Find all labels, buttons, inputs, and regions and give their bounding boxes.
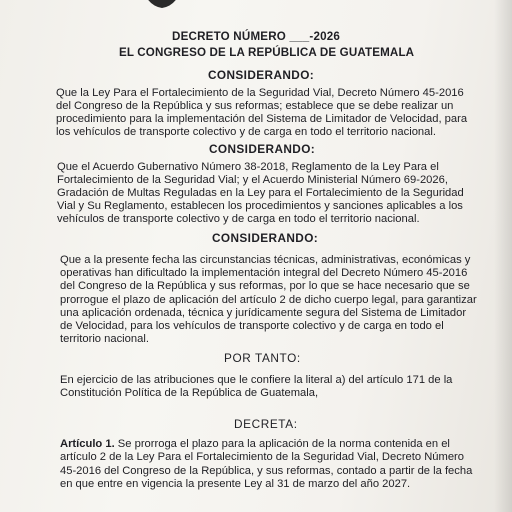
decree-number: DECRETO NÚMERO ___-2026 — [172, 30, 341, 43]
paragraph-line: 45-2016 del Congreso de la República, y sus reformas, contado a partir de la fecha — [60, 464, 473, 477]
paragraph-line: en que entre en vigencia la presente Ley al 31 de marzo del año 2027. — [60, 478, 411, 491]
paragraph-line: los vehículos de transporte colectivo y de carga en todo el territorio nacional. — [56, 126, 436, 138]
considerando-heading-1: CONSIDERANDO: — [208, 68, 315, 82]
decreta-heading: DECRETA: — [234, 417, 298, 431]
paragraph-line: del Congreso de la República y sus reformas; establece que se debe realizar un — [56, 100, 454, 112]
paragraph-line: territorio nacional. — [60, 333, 149, 346]
article-1-label: Artículo 1. — [60, 438, 115, 450]
paragraph-line: Constitución Política de la República de Guatemala, — [60, 387, 319, 399]
por-tanto-heading: POR TANTO: — [224, 351, 301, 365]
article-1-first-line — [60, 438, 462, 451]
page-edge-shadow — [494, 0, 512, 512]
considerando-paragraph-2 — [57, 161, 464, 226]
coat-of-arms-emblem — [132, 0, 192, 10]
paragraph-line: operativas han dificultado la implementación integral del Decreto Número 45-2016 — [60, 267, 468, 280]
article-1-paragraph — [60, 438, 473, 492]
paragraph-line: procedimiento para la implementación del Sistema de Limitador de Velocidad, para — [56, 113, 468, 125]
paragraph-line: prorrogue el plazo de aplicación del artículo 2 de dicho cuerpo legal, para garantizar — [60, 293, 477, 306]
paragraph-line: Que el Acuerdo Gubernativo Número 38-2018, Reglamento de la Ley Para el — [57, 161, 439, 173]
considerando-heading-2: CONSIDERANDO: — [209, 142, 316, 156]
paragraph-line: Vial y Su Reglamento, establecen los procedimientos y sanciones aplicables a los — [57, 200, 463, 212]
paragraph-line: En ejercicio de las atribuciones que le confiere la literal a) del artículo 171 de la — [60, 374, 453, 386]
paragraph-line: una aplicación ordenada, técnica y jurídicamente segura del Sistema de Limitador — [60, 306, 467, 319]
issuer-heading: EL CONGRESO DE LA REPÚBLICA DE GUATEMALA — [119, 46, 415, 59]
paragraph-line: Fortalecimiento de la Seguridad Vial; y el Acuerdo Ministerial Número 69-2026, — [57, 174, 448, 186]
paragraph-line: del Congreso de la República y sus reformas, por lo que se hace necesario que se — [60, 280, 470, 293]
paragraph-line: artículo 2 de la Ley Para el Fortalecimiento de la Seguridad Vial, Decreto Número — [60, 451, 465, 464]
considerando-paragraph-3 — [60, 254, 477, 346]
paragraph-line: Gradación de Multas Reguladas en la Ley para el Fortalecimiento de la Seguridad — [57, 187, 464, 199]
paragraph-line: Que a la presente fecha las circunstancias técnicas, administrativas, económicas y — [60, 254, 471, 266]
paragraph-line: Que la Ley Para el Fortalecimiento de la Seguridad Vial, Decreto Número 45-2016 — [56, 87, 464, 99]
considerando-paragraph-1 — [56, 87, 468, 139]
considerando-heading-3: CONSIDERANDO: — [212, 231, 319, 245]
paragraph-line: vehículos de transporte colectivo y de carga en todo el territorio nacional. — [57, 213, 420, 225]
por-tanto-paragraph — [60, 374, 458, 400]
paragraph-line: de Velocidad, para los vehículos de transporte colectivo y de carga en todo el — [60, 320, 444, 333]
article-1-first-line-text: Se prorroga el plazo para la aplicación de la norma contenida en el — [114, 438, 450, 450]
